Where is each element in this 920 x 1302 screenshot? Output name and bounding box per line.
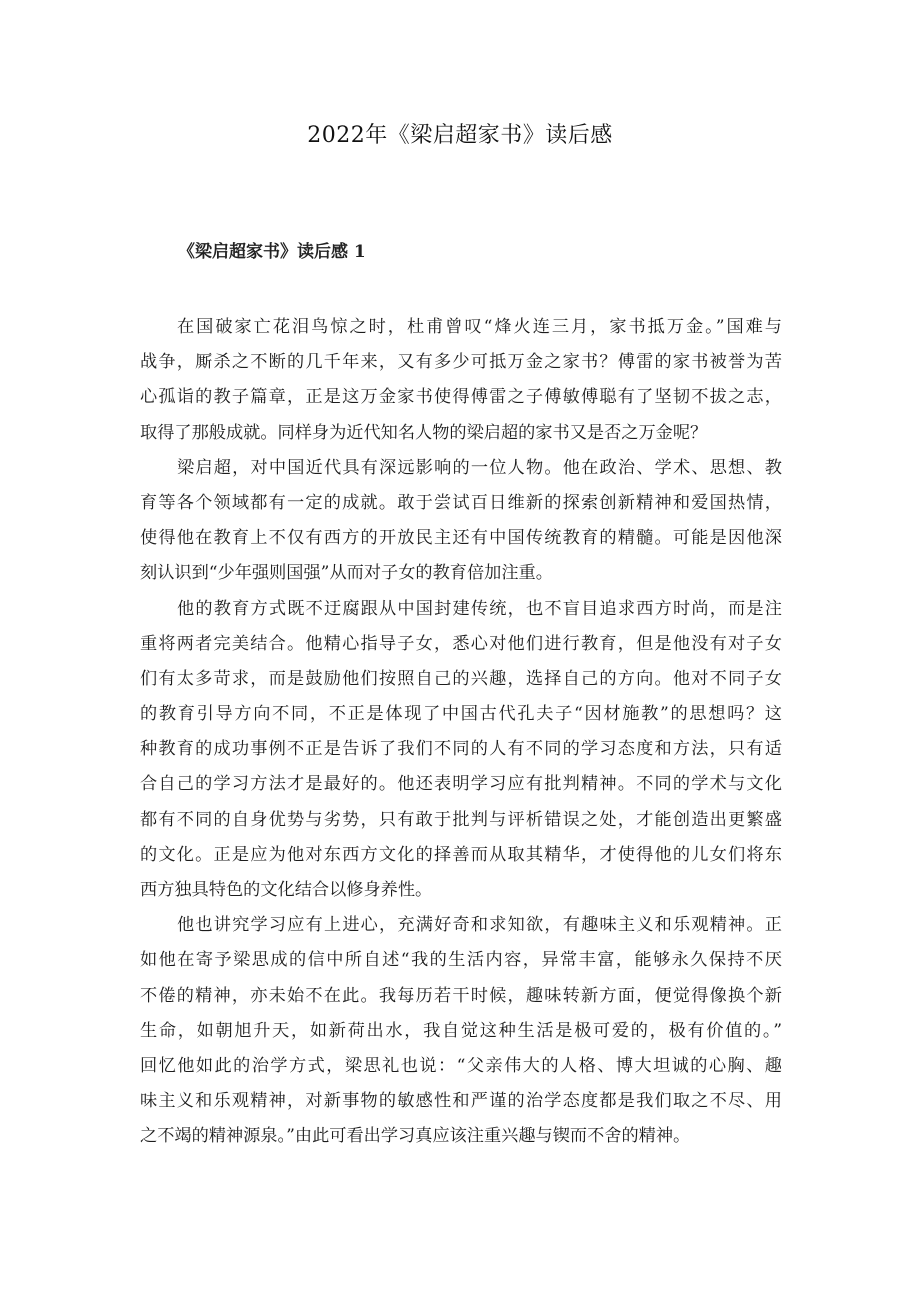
text-line: 种教育的成功事例不正是告诉了我们不同的人有不同的学习态度和方法，只有适 — [140, 739, 782, 760]
paragraph-1 — [140, 310, 782, 451]
text-line: 的文化。正是应为他对东西方文化的择善而从取其精华，才使得他的儿女们将东 — [140, 844, 782, 865]
text-line: 的教育引导方向不同，不正是体现了中国古代孔夫子“因材施教”的思想吗？这 — [140, 704, 782, 725]
text-line: 如他在寄予梁思成的信中所自述“我的生活内容，异常丰富，能够永久保持不厌 — [140, 950, 782, 971]
text-line: 西方独具特色的文化结合以修身养性。 — [140, 880, 433, 900]
text-line: 他也讲究学习应有上进心，充满好奇和求知欲，有趣味主义和乐观精神。正 — [177, 915, 782, 936]
text-line: 育等各个领域都有一定的成就。敢于尝试百日维新的探索创新精神和爱国热情， — [140, 492, 782, 513]
text-line: 们有太多苛求，而是鼓励他们按照自己的兴趣，选择自己的方向。他对不同子女 — [140, 668, 782, 689]
section-heading: 《梁启超家书》读后感 1 — [178, 242, 366, 262]
text-line: 重将两者完美结合。他精心指导子女，悉心对他们进行教育，但是他没有对子女 — [140, 633, 782, 654]
text-line: 战争，厮杀之不断的几千年来，又有多少可抵万金之家书？傅雷的家书被誉为苦 — [140, 352, 782, 373]
paragraph-3 — [140, 592, 782, 909]
text-line: 取得了那般成就。同样身为近代知名人物的梁启超的家书又是否之万金呢？ — [140, 422, 708, 443]
text-line: 心孤诣的教子篇章，正是这万金家书使得傅雷之子傅敏傅聪有了坚韧不拔之志， — [140, 387, 782, 408]
text-line: 之不竭的精神源泉。”由此可看出学习真应该注重兴趣与锲而不舍的精神。 — [140, 1126, 691, 1147]
text-line: 他的教育方式既不迂腐跟从中国封建传统，也不盲目追求西方时尚，而是注 — [177, 598, 782, 619]
paragraph-2 — [140, 451, 782, 592]
text-line: 都有不同的自身优势与劣势，只有敢于批判与评析错误之处，才能创造出更繁盛 — [140, 809, 782, 830]
text-line: 在国破家亡花泪鸟惊之时，杜甫曾叹“烽火连三月，家书抵万金。”国难与 — [177, 317, 782, 337]
text-line: 生命，如朝旭升天，如新荷出水，我自觉这种生活是极可爱的，极有价值的。” — [140, 1020, 782, 1041]
text-line: 刻认识到“少年强则国强”从而对子女的教育倍加注重。 — [140, 563, 553, 584]
text-line: 梁启超，对中国近代具有深远影响的一位人物。他在政治、学术、思想、教 — [177, 457, 782, 478]
paragraph-4 — [140, 908, 782, 1154]
document-title: 2022年《梁启超家书》读后感 — [307, 123, 613, 148]
text-line: 使得他在教育上不仅有西方的开放民主还有中国传统教育的精髓。可能是因他深 — [140, 528, 782, 549]
text-line: 不倦的精神，亦未始不在此。我每历若干时候，趣味转新方面，便觉得像换个新 — [140, 985, 782, 1006]
text-line: 回忆他如此的治学方式，梁思礼也说：“父亲伟大的人格、博大坦诚的心胸、趣 — [140, 1055, 782, 1076]
text-line: 合自己的学习方法才是最好的。他还表明学习应有批判精神。不同的学术与文化 — [140, 774, 782, 795]
document-body — [140, 310, 782, 1155]
text-line: 味主义和乐观精神，对新事物的敏感性和严谨的治学态度都是我们取之不尽、用 — [140, 1091, 782, 1112]
